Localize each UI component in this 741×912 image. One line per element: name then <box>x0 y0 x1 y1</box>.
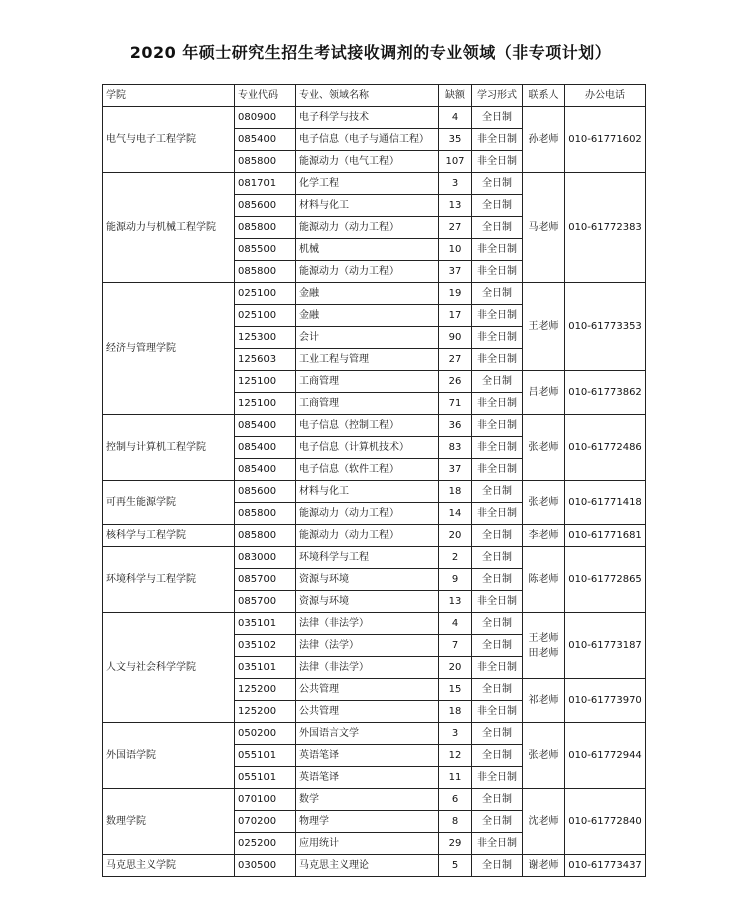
phone-cell: 010-61772944 <box>565 723 646 789</box>
vacancy-cell: 29 <box>439 833 472 855</box>
page-title: 2020 年硕士研究生招生考试接收调剂的专业领域（非专项计划） <box>129 43 612 62</box>
code-cell: 085800 <box>235 503 296 525</box>
college-cell: 数理学院 <box>103 789 235 855</box>
mode-cell: 全日制 <box>472 173 523 195</box>
table-body <box>103 107 646 877</box>
code-cell: 085400 <box>235 129 296 151</box>
vacancy-cell: 13 <box>439 195 472 217</box>
major-cell: 工商管理 <box>296 371 439 393</box>
college-cell: 外国语学院 <box>103 723 235 789</box>
vacancy-cell: 17 <box>439 305 472 327</box>
phone-cell: 010-61772383 <box>565 173 646 283</box>
contact-person-cell: 张老师 <box>523 415 565 481</box>
vacancy-cell: 90 <box>439 327 472 349</box>
vacancy-cell: 37 <box>439 261 472 283</box>
table-row <box>103 107 646 129</box>
mode-cell: 全日制 <box>472 525 523 547</box>
table-row <box>103 789 646 811</box>
major-cell: 能源动力（动力工程） <box>296 503 439 525</box>
mode-cell: 全日制 <box>472 723 523 745</box>
mode-cell: 非全日制 <box>472 591 523 613</box>
mode-cell: 非全日制 <box>472 459 523 481</box>
code-cell: 085800 <box>235 525 296 547</box>
vacancy-cell: 13 <box>439 591 472 613</box>
mode-cell: 非全日制 <box>472 437 523 459</box>
mode-cell: 非全日制 <box>472 327 523 349</box>
table-row <box>103 855 646 877</box>
college-cell: 可再生能源学院 <box>103 481 235 525</box>
major-cell: 应用统计 <box>296 833 439 855</box>
code-cell: 025200 <box>235 833 296 855</box>
mode-cell: 全日制 <box>472 789 523 811</box>
code-cell: 030500 <box>235 855 296 877</box>
vacancy-cell: 3 <box>439 173 472 195</box>
mode-cell: 非全日制 <box>472 349 523 371</box>
admission-table <box>102 84 646 877</box>
mode-cell: 全日制 <box>472 745 523 767</box>
code-cell: 080900 <box>235 107 296 129</box>
major-cell: 英语笔译 <box>296 745 439 767</box>
vacancy-cell: 11 <box>439 767 472 789</box>
phone-cell: 010-61773862 <box>565 371 646 415</box>
code-cell: 070100 <box>235 789 296 811</box>
vacancy-cell: 15 <box>439 679 472 701</box>
table-row <box>103 525 646 547</box>
contact-person-cell: 李老师 <box>523 525 565 547</box>
college-cell: 人文与社会科学学院 <box>103 613 235 723</box>
code-cell: 035101 <box>235 657 296 679</box>
contact-person-cell: 张老师 <box>523 481 565 525</box>
vacancy-cell: 14 <box>439 503 472 525</box>
vacancy-cell: 26 <box>439 371 472 393</box>
major-cell: 环境科学与工程 <box>296 547 439 569</box>
mode-cell: 非全日制 <box>472 767 523 789</box>
major-cell: 能源动力（动力工程） <box>296 525 439 547</box>
college-cell: 环境科学与工程学院 <box>103 547 235 613</box>
major-cell: 电子科学与技术 <box>296 107 439 129</box>
mode-cell: 全日制 <box>472 811 523 833</box>
code-cell: 081701 <box>235 173 296 195</box>
major-cell: 能源动力（电气工程） <box>296 151 439 173</box>
phone-cell: 010-61771418 <box>565 481 646 525</box>
vacancy-cell: 5 <box>439 855 472 877</box>
major-cell: 资源与环境 <box>296 569 439 591</box>
mode-cell: 全日制 <box>472 217 523 239</box>
vacancy-cell: 35 <box>439 129 472 151</box>
mode-cell: 非全日制 <box>472 393 523 415</box>
mode-cell: 非全日制 <box>472 129 523 151</box>
mode-cell: 非全日制 <box>472 415 523 437</box>
vacancy-cell: 71 <box>439 393 472 415</box>
college-cell: 经济与管理学院 <box>103 283 235 415</box>
vacancy-cell: 27 <box>439 217 472 239</box>
mode-cell: 非全日制 <box>472 261 523 283</box>
contact-person-cell: 陈老师 <box>523 547 565 613</box>
major-cell: 工商管理 <box>296 393 439 415</box>
code-cell: 085400 <box>235 437 296 459</box>
code-cell: 125300 <box>235 327 296 349</box>
header-vacancy: 缺额 <box>439 85 472 107</box>
contact-person-cell: 王老师 田老师 <box>523 613 565 679</box>
code-cell: 055101 <box>235 767 296 789</box>
code-cell: 125100 <box>235 371 296 393</box>
table-row <box>103 481 646 503</box>
phone-cell: 010-61772840 <box>565 789 646 855</box>
college-cell: 电气与电子工程学院 <box>103 107 235 173</box>
vacancy-cell: 6 <box>439 789 472 811</box>
code-cell: 035102 <box>235 635 296 657</box>
phone-cell: 010-61773437 <box>565 855 646 877</box>
major-cell: 工业工程与管理 <box>296 349 439 371</box>
major-cell: 法律（非法学） <box>296 657 439 679</box>
code-cell: 085800 <box>235 151 296 173</box>
major-cell: 会计 <box>296 327 439 349</box>
major-cell: 数学 <box>296 789 439 811</box>
header-code: 专业代码 <box>235 85 296 107</box>
major-cell: 外国语言文学 <box>296 723 439 745</box>
mode-cell: 全日制 <box>472 679 523 701</box>
major-cell: 资源与环境 <box>296 591 439 613</box>
code-cell: 125100 <box>235 393 296 415</box>
mode-cell: 全日制 <box>472 371 523 393</box>
vacancy-cell: 18 <box>439 481 472 503</box>
table-header-row <box>103 85 646 107</box>
phone-cell: 010-61771602 <box>565 107 646 173</box>
mode-cell: 全日制 <box>472 635 523 657</box>
vacancy-cell: 107 <box>439 151 472 173</box>
vacancy-cell: 2 <box>439 547 472 569</box>
vacancy-cell: 4 <box>439 107 472 129</box>
mode-cell: 全日制 <box>472 195 523 217</box>
header-contact: 联系人 <box>523 85 565 107</box>
major-cell: 电子信息（计算机技术） <box>296 437 439 459</box>
major-cell: 机械 <box>296 239 439 261</box>
mode-cell: 非全日制 <box>472 503 523 525</box>
contact-person-cell: 祁老师 <box>523 679 565 723</box>
major-cell: 材料与化工 <box>296 481 439 503</box>
code-cell: 125603 <box>235 349 296 371</box>
phone-cell: 010-61772865 <box>565 547 646 613</box>
code-cell: 085800 <box>235 217 296 239</box>
vacancy-cell: 10 <box>439 239 472 261</box>
major-cell: 化学工程 <box>296 173 439 195</box>
code-cell: 083000 <box>235 547 296 569</box>
mode-cell: 全日制 <box>472 613 523 635</box>
college-cell: 核科学与工程学院 <box>103 525 235 547</box>
mode-cell: 非全日制 <box>472 701 523 723</box>
vacancy-cell: 20 <box>439 525 472 547</box>
code-cell: 085600 <box>235 481 296 503</box>
contact-person-cell: 吕老师 <box>523 371 565 415</box>
table-row <box>103 415 646 437</box>
table-row <box>103 173 646 195</box>
table-row <box>103 283 646 305</box>
table-row <box>103 613 646 635</box>
code-cell: 085700 <box>235 591 296 613</box>
contact-person-cell: 孙老师 <box>523 107 565 173</box>
major-cell: 能源动力（动力工程） <box>296 261 439 283</box>
contact-person-cell: 沈老师 <box>523 789 565 855</box>
contact-person-cell: 王老师 <box>523 283 565 371</box>
mode-cell: 非全日制 <box>472 305 523 327</box>
table-row <box>103 547 646 569</box>
header-college: 学院 <box>103 85 235 107</box>
vacancy-cell: 36 <box>439 415 472 437</box>
mode-cell: 全日制 <box>472 547 523 569</box>
mode-cell: 非全日制 <box>472 657 523 679</box>
vacancy-cell: 7 <box>439 635 472 657</box>
code-cell: 085500 <box>235 239 296 261</box>
mode-cell: 非全日制 <box>472 239 523 261</box>
mode-cell: 全日制 <box>472 569 523 591</box>
code-cell: 085800 <box>235 261 296 283</box>
major-cell: 马克思主义理论 <box>296 855 439 877</box>
major-cell: 法律（法学） <box>296 635 439 657</box>
vacancy-cell: 37 <box>439 459 472 481</box>
code-cell: 125200 <box>235 701 296 723</box>
major-cell: 电子信息（电子与通信工程） <box>296 129 439 151</box>
major-cell: 金融 <box>296 305 439 327</box>
vacancy-cell: 3 <box>439 723 472 745</box>
mode-cell: 非全日制 <box>472 151 523 173</box>
vacancy-cell: 19 <box>439 283 472 305</box>
major-cell: 法律（非法学） <box>296 613 439 635</box>
code-cell: 025100 <box>235 305 296 327</box>
mode-cell: 全日制 <box>472 481 523 503</box>
major-cell: 公共管理 <box>296 679 439 701</box>
vacancy-cell: 18 <box>439 701 472 723</box>
college-cell: 控制与计算机工程学院 <box>103 415 235 481</box>
phone-cell: 010-61772486 <box>565 415 646 481</box>
phone-cell: 010-61773970 <box>565 679 646 723</box>
mode-cell: 全日制 <box>472 107 523 129</box>
mode-cell: 全日制 <box>472 855 523 877</box>
vacancy-cell: 9 <box>439 569 472 591</box>
vacancy-cell: 27 <box>439 349 472 371</box>
college-cell: 马克思主义学院 <box>103 855 235 877</box>
table-row <box>103 723 646 745</box>
header-phone: 办公电话 <box>565 85 646 107</box>
major-cell: 金融 <box>296 283 439 305</box>
phone-cell: 010-61773353 <box>565 283 646 371</box>
header-mode: 学习形式 <box>472 85 523 107</box>
mode-cell: 非全日制 <box>472 833 523 855</box>
major-cell: 能源动力（动力工程） <box>296 217 439 239</box>
vacancy-cell: 83 <box>439 437 472 459</box>
code-cell: 085700 <box>235 569 296 591</box>
code-cell: 055101 <box>235 745 296 767</box>
code-cell: 085600 <box>235 195 296 217</box>
major-cell: 公共管理 <box>296 701 439 723</box>
code-cell: 125200 <box>235 679 296 701</box>
code-cell: 050200 <box>235 723 296 745</box>
code-cell: 070200 <box>235 811 296 833</box>
code-cell: 085400 <box>235 459 296 481</box>
phone-cell: 010-61771681 <box>565 525 646 547</box>
major-cell: 电子信息（软件工程） <box>296 459 439 481</box>
contact-person-cell: 马老师 <box>523 173 565 283</box>
vacancy-cell: 12 <box>439 745 472 767</box>
header-major: 专业、领域名称 <box>296 85 439 107</box>
contact-person-cell: 张老师 <box>523 723 565 789</box>
contact-person-cell: 谢老师 <box>523 855 565 877</box>
vacancy-cell: 20 <box>439 657 472 679</box>
major-cell: 材料与化工 <box>296 195 439 217</box>
major-cell: 英语笔译 <box>296 767 439 789</box>
major-cell: 物理学 <box>296 811 439 833</box>
phone-cell: 010-61773187 <box>565 613 646 679</box>
vacancy-cell: 4 <box>439 613 472 635</box>
code-cell: 025100 <box>235 283 296 305</box>
college-cell: 能源动力与机械工程学院 <box>103 173 235 283</box>
vacancy-cell: 8 <box>439 811 472 833</box>
major-cell: 电子信息（控制工程） <box>296 415 439 437</box>
mode-cell: 全日制 <box>472 283 523 305</box>
code-cell: 035101 <box>235 613 296 635</box>
code-cell: 085400 <box>235 415 296 437</box>
